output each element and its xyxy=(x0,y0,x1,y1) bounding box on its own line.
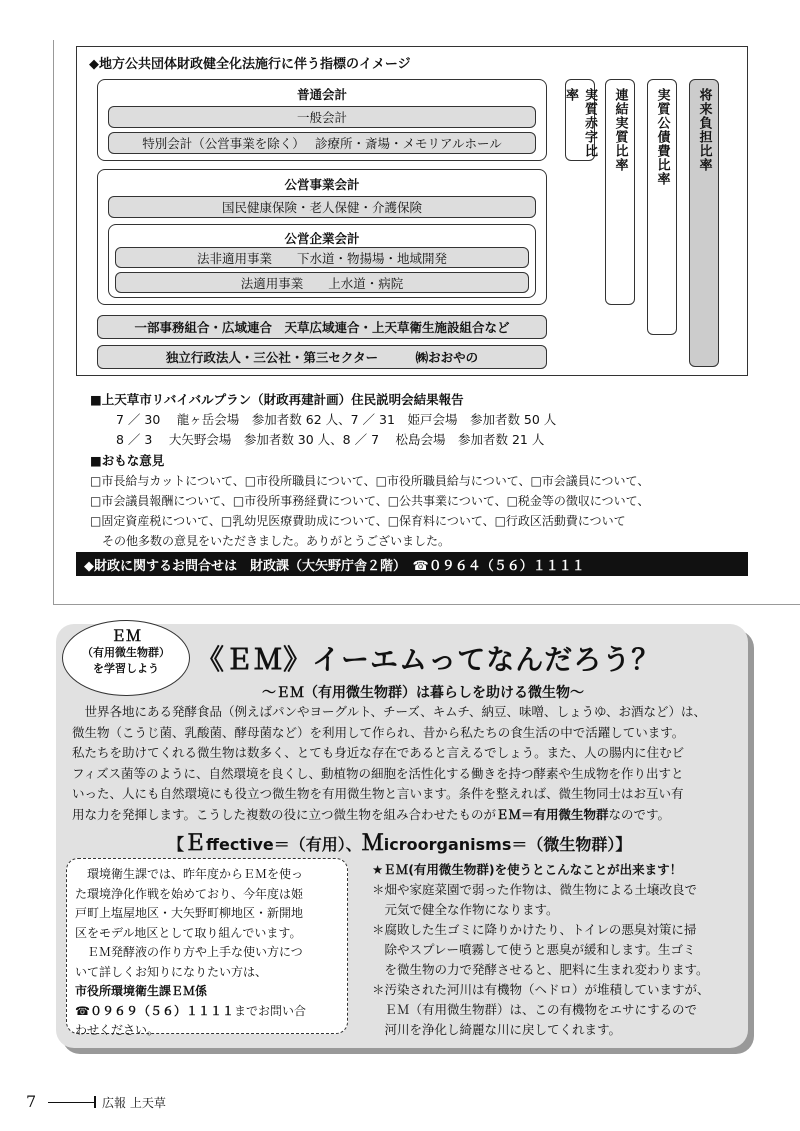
ratio-bar-2: 連結実質比率 xyxy=(605,79,635,305)
indicator-diagram xyxy=(76,46,748,376)
uses-line-8: 河川を浄化し綺麗な川に戻してくれます。 xyxy=(372,1022,622,1037)
ratio-bar-3: 実質公債費比率 xyxy=(647,79,677,335)
contact-bar xyxy=(76,552,748,576)
general-account-box xyxy=(97,79,547,161)
enterprise-box xyxy=(108,224,536,298)
footer-rule xyxy=(48,1102,94,1103)
definition-micro: icroorganisms xyxy=(383,835,512,854)
special-account-pill: 特別会計（公営事業を除く） 診療所・斎場・メモリアルホール xyxy=(108,132,536,154)
insurance-pill: 国民健康保険・老人保健・介護保険 xyxy=(108,196,536,218)
em-contact-box xyxy=(66,858,348,1037)
definition-e: Ｅ xyxy=(184,831,207,856)
contact-box-line-1: 環境衛生課では、昨年度からＥＭを使っ xyxy=(75,867,304,881)
contact-box-line-6: いて詳しくお知りになりたい方は、 xyxy=(75,964,268,979)
intro-line-1: 世界各地にある発酵食品（例えばパンやヨーグルト、チーズ、キムチ、納豆、味噌、しょうゆ、お酒など）は、 xyxy=(72,704,707,719)
intro-end: なのです。 xyxy=(608,806,671,822)
page-number: 7 xyxy=(26,1092,37,1111)
uses-line-3: ＊腐敗した生ゴミに降りかけたり、トイレの悪臭対策に掃 xyxy=(372,922,697,937)
uses-line-7: ＥＭ（有用微生物群）は、この有機物をエサにするので xyxy=(372,1002,698,1017)
intro-line-2: 微生物（こうじ菌、乳酸菌、酵母菌など）を利用して作られ、昔から私たちの食生活の中で活躍しています。 xyxy=(72,724,685,740)
intro-line-4: フィズス菌等のように、自然環境を良くし、動植物の細胞を活性化する働きを持つ酵素や生成物を作り出すと xyxy=(72,765,684,781)
applied-pill: 法適用事業 上水道・病院 xyxy=(115,272,529,293)
contact-bar-text: ◆財政に関するお問合せは 財政課（大矢野庁舎２階） ☎０９６４（５６）１１１１ xyxy=(84,558,585,574)
ratio-bar-1: 実質赤字比率 xyxy=(565,79,595,161)
em-badge xyxy=(62,620,190,696)
report-line-1: 7 ／ 30 龍ヶ岳会場 参加者数 62 人、7 ／ 31 姫戸会場 参加者数 50 人 xyxy=(116,412,557,427)
ratio-bar-4: 将来負担比率 xyxy=(689,79,719,367)
uses-heading: ★ＥＭ(有用微生物群)を使うとこんなことが出来ます！ xyxy=(372,862,683,877)
badge-em: ＥＭ xyxy=(110,627,141,645)
intro-line-6 xyxy=(72,805,742,826)
definition-mid: ＝（有用）、 xyxy=(273,835,362,854)
public-enterprise-box xyxy=(97,169,547,305)
opinion-line-3: □固定資産税について、□乳幼児医療費助成について、□保育料について、□行政区活動費について xyxy=(90,514,626,528)
non-applied-pill: 法非適用事業 下水道・物揚場・地域開発 xyxy=(115,247,529,268)
em-title: 《ＥＭ》イーエムってなんだろう？ xyxy=(196,643,661,676)
report-heading: ■上天草市リバイバルプラン（財政再建計画）住民説明会結果報告 xyxy=(90,392,464,407)
opinions-heading: ■おもな意見 xyxy=(90,453,165,468)
uses-line-6: ＊汚染された河川は有機物（ヘドロ）が堆積していますが、 xyxy=(372,982,710,997)
contact-box-line-5: ＥＭ発酵液の作り方や上手な使い方につ xyxy=(75,945,303,959)
uses-line-5: を微生物の力で発酵させると、肥料に生まれ変わります。 xyxy=(372,962,709,977)
general-account-pill: 一般会計 xyxy=(108,106,536,128)
contact-box-line-2: た環境浄化作戦を始めており、今年度は姫 xyxy=(75,886,304,901)
intro-line-5: いった、人にも自然環境にも役立つ微生物を有用微生物と言います。条件を整えれば、微生物同士はお互い有 xyxy=(72,786,684,801)
em-definition xyxy=(168,826,631,857)
opinion-line-1: □市長給与カットについて、□市役所職員について、□市役所職員給与について、□市会議員について、 xyxy=(90,474,650,488)
contact-box-last: わせください。 xyxy=(75,1023,160,1037)
intro-line-3: 私たちを助けてくれる微生物は数多く、とても身近な存在であると言えるでしょう。また、人の腸内に住むビ xyxy=(72,745,685,760)
contact-box-dept: 市役所環境衛生課ＥＭ係 xyxy=(75,984,208,998)
general-account-title: 普通会計 xyxy=(296,87,347,102)
contact-box-line-3: 戸町上塩屋地区・大矢野町柳地区・新開地 xyxy=(75,906,304,920)
intro-bold: ＥＭ＝有用微生物群 xyxy=(496,806,609,822)
em-uses xyxy=(372,860,744,1040)
diagram-title: ◆地方公共団体財政健全化法施行に伴う指標のイメージ xyxy=(89,57,411,72)
independent-pill: 独立行政法人・三公社・第三セクター ㈱おおやの xyxy=(97,345,547,369)
opinion-line-4: その他多数の意見をいただきました。ありがとうございました。 xyxy=(90,534,451,548)
em-intro xyxy=(72,702,742,825)
uses-line-2: 元気で健全な作物になります。 xyxy=(372,902,559,917)
publication-name: 広報 上天草 xyxy=(102,1096,166,1110)
public-enterprise-title: 公営事業会計 xyxy=(284,177,360,192)
report-line-2: 8 ／ 3 大矢野会場 参加者数 30 人、8 ／ 7 松島会場 参加者数 21 人 xyxy=(116,432,545,447)
contact-box-phone: ☎０９６９（５６）１１１１ xyxy=(75,1003,234,1018)
definition-effective: ffective xyxy=(206,835,274,854)
uses-line-4: 除やスプレー噴霧して使うと悪臭が緩和します。生ゴミ xyxy=(372,942,696,957)
definition-m: Ｍ xyxy=(361,831,384,856)
contact-box-phone-line xyxy=(75,1002,339,1022)
definition-open: 【 xyxy=(168,835,185,854)
em-subtitle: ～ＥＭ（有用微生物群）は暮らしを助ける微生物～ xyxy=(262,685,584,701)
enterprise-title: 公営企業会計 xyxy=(284,231,360,246)
intro-line-6-text: 用な力を発揮します。こうした複数の役に立つ微生物を組み合わせたものが xyxy=(72,806,497,822)
badge-microbes: （有用微生物群） xyxy=(82,646,170,659)
opinion-line-2: □市会議員報酬について、□市役所事務経費について、□公共事業について、□税金等の徴収について、 xyxy=(90,494,650,508)
contact-box-phone-end: までお問い合 xyxy=(233,1003,306,1018)
partial-union-pill: 一部事務組合・広域連合 天草広域連合・上天草衛生施設組合など xyxy=(97,315,547,339)
footer-tick xyxy=(94,1096,96,1108)
contact-box-line-4: 区をモデル地区として取り組んでいます。 xyxy=(75,925,302,940)
uses-line-1: ＊畑や家庭菜園で弱った作物は、微生物による土壌改良で xyxy=(372,882,698,897)
badge-learn: を学習しよう xyxy=(93,662,159,675)
definition-end: ＝（微生物群）】 xyxy=(511,835,632,854)
